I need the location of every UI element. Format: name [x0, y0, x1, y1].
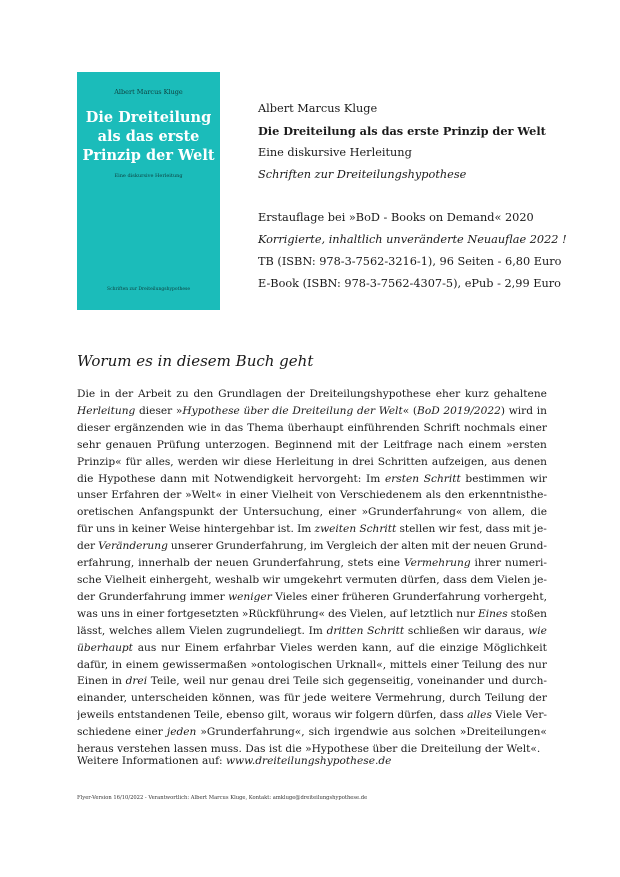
footer-note: Flyer-Version 16/10/2022 - Verantwortlich: Albert Marcus Kluge, Kontakt: amkluge@dreiteilungshypothese.de: [77, 795, 368, 801]
text-line: heraus verstehen lassen muss. Das ist die »Hypothese über die Dreiteilung der Welt«.: [77, 743, 541, 756]
book-subtitle: Eine diskursive Herleitung: [258, 146, 412, 159]
ebook-info: E-Book (ISBN: 978-3-7562-4307-5), ePub - 2,99 Euro: [258, 277, 561, 290]
cover-series: Schriften zur Dreiteilungshypothese: [107, 287, 190, 292]
text-line: dafür, in einem gewissermaßen »ontologischen Urknall«, mittels einer Teilung des nur: [77, 658, 547, 671]
description-text: [77, 386, 547, 758]
text-line: Einen in drei Teile, weil nur genau drei Teile sich gegenseitig, voneinander und durch-: [77, 675, 547, 688]
cover-author: Albert Marcus Kluge: [114, 88, 183, 96]
text-line: der Veränderung unserer Grunderfahrung, im Vergleich der alten mit der neuen Grund-: [77, 540, 547, 553]
cover-title: [81, 108, 216, 165]
text-line: Die in der Arbeit zu den Grundlagen der Dreiteilungshypothese eher kurz gehaltene: [77, 388, 547, 400]
text-line: Herleitung dieser »Hypothese über die Dreiteilung der Welt« (BoD 2019/2022) wird in: [77, 404, 547, 417]
more-info-label: Weitere Informationen auf:: [77, 755, 223, 767]
book-title: Die Dreiteilung als das erste Prinzip der Welt: [258, 124, 546, 138]
text-line: lässt, welches allem Vielen zugrundeliegt. Im dritten Schritt schließen wir daraus, wie: [77, 624, 547, 637]
more-info: [77, 755, 391, 767]
text-line: unser Erfahren der »Welt« in einer Vielheit von Verschiedenem als den erkenntnisthe-: [77, 489, 547, 502]
text-line: die Hypothese dann mit Notwendigkeit hervorgeht: Im ersten Schritt bestimmen wir: [77, 472, 547, 485]
spacer: [258, 186, 567, 207]
new-edition-note: Korrigierte, inhaltlich unveränderte Neuauflae 2022 !: [258, 233, 567, 246]
text-line: was uns in einer fortgesetzten »Rückführung« des Vielen, auf letztlich nur Eines stoßen: [77, 607, 547, 620]
paperback-info: TB (ISBN: 978-3-7562-3216-1), 96 Seiten - 6,80 Euro: [258, 255, 562, 268]
book-series: Schriften zur Dreiteilungshypothese: [258, 168, 467, 181]
text-line: dieser ergänzenden wie in das Thema überhaupt einführenden Schrift nochmals einer: [77, 421, 547, 434]
website-link[interactable]: www.dreiteilungshypothese.de: [225, 755, 392, 767]
book-cover: [77, 72, 220, 310]
text-line: für uns in keiner Weise hintergehbar ist. Im zweiten Schritt stellen wir fest, dass mit je-: [77, 523, 547, 536]
cover-title-line: Die Dreiteilung: [85, 109, 212, 126]
book-info: [258, 98, 567, 295]
book-author: Albert Marcus Kluge: [258, 102, 378, 115]
cover-title-line: als das erste: [97, 128, 200, 145]
text-line: erfahrung, innerhalb der neuen Grunderfahrung, stets eine Vermehrung ihrer numeri-: [77, 557, 547, 570]
section-heading: Worum es in diesem Buch geht: [77, 352, 314, 370]
first-edition: Erstauflage bei »BoD - Books on Demand« 2020: [258, 211, 534, 224]
text-line: oretischen Anfangspunkt der Untersuchung, einer »Grunderfahrung« von allem, die: [77, 506, 547, 519]
cover-subtitle: Eine diskursive Herleitung: [114, 173, 183, 179]
text-line: sehr genauen Prüfung unterzogen. Beginnend mit der Leitfrage nach einem »ersten: [77, 438, 547, 451]
text-line: der Grunderfahrung immer weniger Vieles einer früheren Grunderfahrung vorhergeht,: [77, 590, 547, 603]
text-line: überhaupt aus nur Einem erfahrbar Vieles werden kann, auf die einzige Möglichkeit: [77, 641, 547, 654]
text-line: Prinzip« für alles, werden wir diese Herleitung in drei Schritten aufzeigen, aus denen: [77, 455, 547, 468]
cover-title-line: Prinzip der Welt: [82, 147, 215, 164]
text-line: einander, unterscheiden können, was für jede weitere Vermehrung, durch Teilung der: [77, 692, 547, 705]
text-line: jeweils entstandenen Teile, ebenso gilt, woraus wir folgern dürfen, dass alles Viele Ver-: [77, 709, 547, 722]
text-line: schiedene einer jeden »Grunderfahrung«, sich irgendwie aus solchen »Dreiteilungen«: [77, 726, 547, 739]
text-line: sche Vielheit einhergeht, weshalb wir umgekehrt vermuten dürfen, dass dem Vielen je-: [77, 573, 547, 586]
